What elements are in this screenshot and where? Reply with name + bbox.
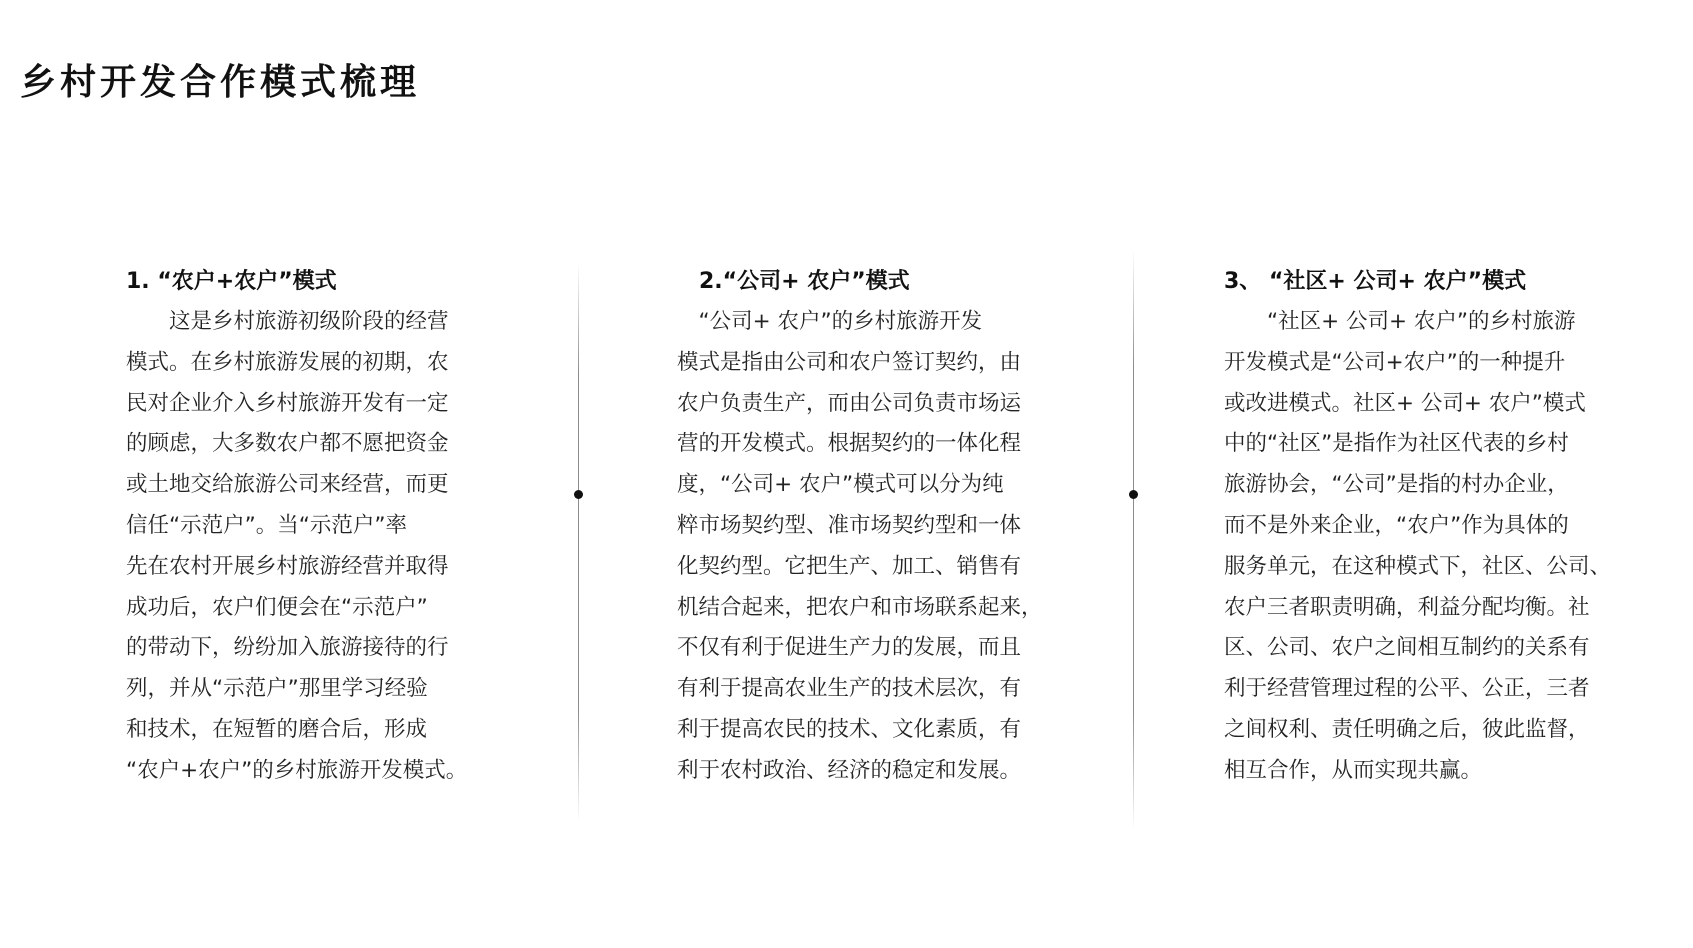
- body-line: 利于农村政治、经济的稳定和发展。: [677, 757, 1022, 783]
- column-body: [1224, 302, 1634, 792]
- body-line: 利于经营管理过程的公平、公正，三者: [1224, 676, 1590, 702]
- body-line: 机结合起来，把农户和市场联系起来，: [677, 594, 1043, 620]
- body-line: 有利于提高农业生产的技术层次，有: [677, 676, 1022, 702]
- divider-dot-right: [1129, 490, 1138, 499]
- body-line: 服务单元，在这种模式下，社区、公司、: [1224, 553, 1612, 579]
- body-line: “公司+ 农户”的乡村旅游开发: [677, 309, 983, 334]
- body-line: 区、公司、农户之间相互制约的关系有: [1224, 635, 1590, 661]
- body-line: “社区+ 公司+ 农户”的乡村旅游: [1224, 309, 1576, 334]
- column-heading: 3、 “社区+ 公司+ 农户”模式: [1224, 269, 1527, 294]
- body-line: 和技术，在短暂的磨合后，形成: [126, 716, 428, 742]
- body-line: 度，“公司+ 农户”模式可以分为纯: [677, 472, 1004, 498]
- divider-dot-left: [574, 490, 583, 499]
- body-line: 开发模式是“公司+农户”的一种提升: [1224, 349, 1566, 375]
- body-line: 模式。在乡村旅游发展的初期，农: [126, 349, 449, 375]
- body-line: 农户三者职责明确，利益分配均衡。社: [1224, 594, 1590, 620]
- page-title: 乡村开发合作模式梳理: [20, 62, 421, 103]
- body-line: 这是乡村旅游初级阶段的经营: [126, 309, 449, 334]
- body-line: 粹市场契约型、准市场契约型和一体: [677, 512, 1022, 538]
- body-line: 而不是外来企业，“农户”作为具体的: [1224, 512, 1569, 538]
- column-divider-right: [1133, 250, 1134, 830]
- column-company-farmer: [677, 262, 1067, 792]
- body-line: “农户+农户”的乡村旅游开发模式。: [126, 757, 468, 783]
- body-line: 相互合作，从而实现共赢。: [1224, 757, 1483, 783]
- body-line: 不仅有利于促进生产力的发展，而且: [677, 635, 1022, 661]
- body-line: 信任“示范户”。当“示范户”率: [126, 512, 408, 538]
- column-farmer-farmer: [126, 262, 506, 792]
- column-divider-left: [578, 262, 579, 822]
- body-line: 营的开发模式。根据契约的一体化程: [677, 431, 1022, 457]
- body-line: 中的“社区”是指作为社区代表的乡村: [1224, 431, 1569, 457]
- body-line: 或土地交给旅游公司来经营，而更: [126, 472, 449, 498]
- body-line: 或改进模式。社区+ 公司+ 农户”模式: [1224, 390, 1586, 416]
- body-line: 民对企业介入乡村旅游开发有一定: [126, 390, 449, 416]
- body-line: 的带动下，纷纷加入旅游接待的行: [126, 635, 449, 661]
- column-heading: 1. “农户+农户”模式: [126, 269, 337, 294]
- body-line: 列，并从“示范户”那里学习经验: [126, 676, 428, 702]
- body-line: 先在农村开展乡村旅游经营并取得: [126, 553, 449, 579]
- body-line: 利于提高农民的技术、文化素质，有: [677, 716, 1022, 742]
- body-line: 模式是指由公司和农户签订契约，由: [677, 349, 1022, 375]
- body-line: 化契约型。它把生产、加工、销售有: [677, 553, 1022, 579]
- body-line: 的顾虑，大多数农户都不愿把资金: [126, 431, 449, 457]
- column-community-company-farmer: [1224, 262, 1634, 792]
- body-line: 成功后，农户们便会在“示范户”: [126, 594, 428, 620]
- body-line: 农户负责生产，而由公司负责市场运: [677, 390, 1022, 416]
- column-body: [677, 302, 1067, 792]
- body-line: 之间权利、责任明确之后，彼此监督，: [1224, 716, 1590, 742]
- body-line: 旅游协会，“公司”是指的村办企业，: [1224, 472, 1569, 498]
- column-heading: 2.“公司+ 农户”模式: [699, 269, 910, 294]
- column-body: [126, 302, 506, 792]
